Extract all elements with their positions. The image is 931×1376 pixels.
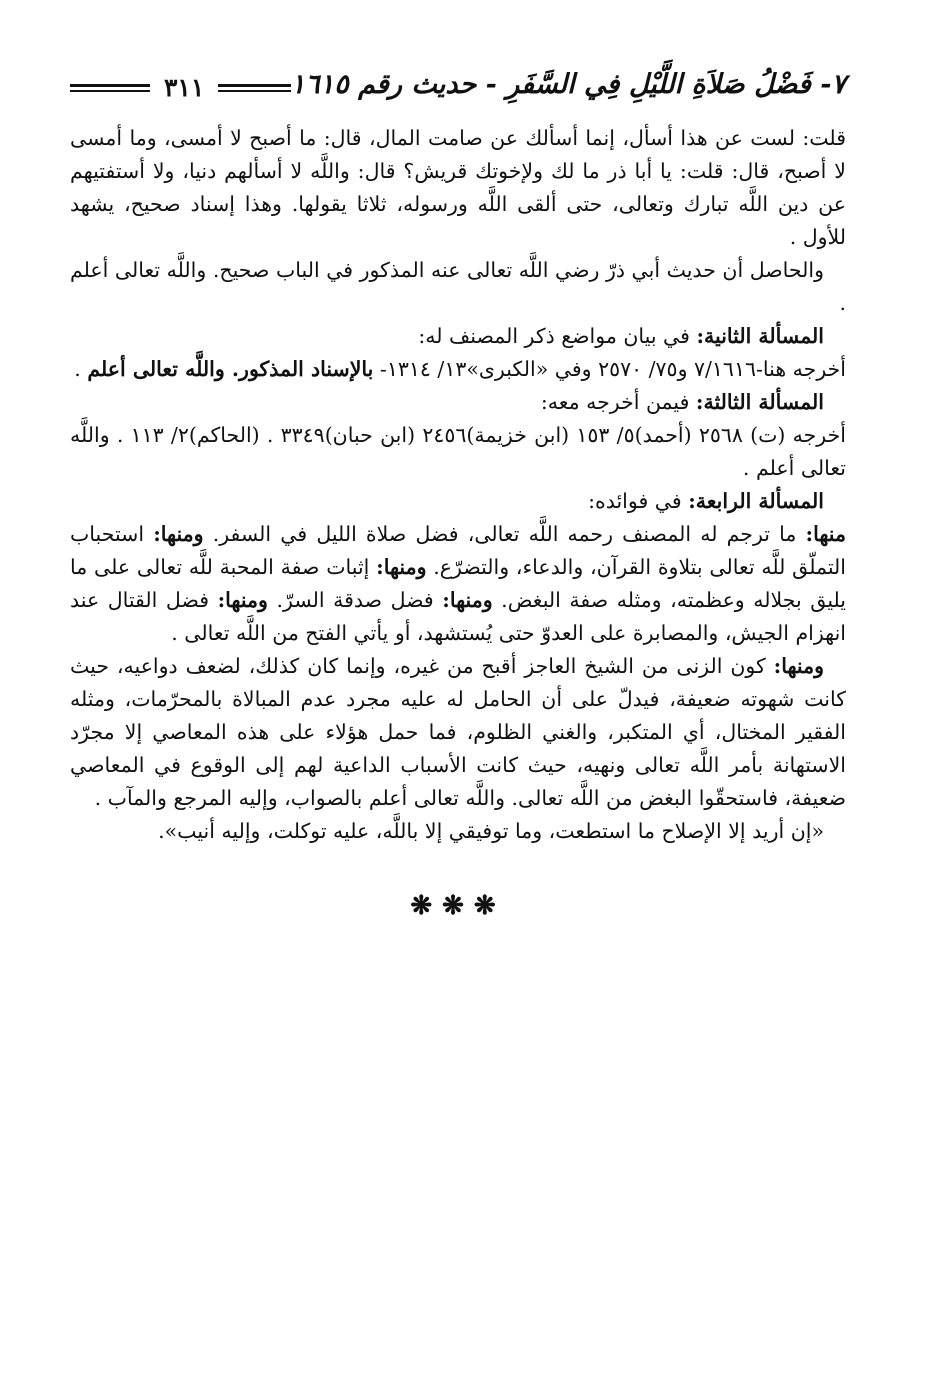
benefit-text-3: إثبات صفة المحبة للَّه تعالى على ما يليق بجلاله وعظمته، ومثله صفة البغض. — [70, 555, 846, 612]
page-body — [70, 122, 846, 923]
benefit-label-2: ومنها: — [153, 522, 204, 546]
benefit-text-6: كون الزنى من الشيخ العاجز أقبح من غيره، وإنما كان كذلك، لضعف دواعيه، حيث كانت شهوته ضعيفة، فيدلّ على أن الحامل له عليه مجرد عدم المبالاة بالمحرّمات، ومثله الفقير المختال، أي المتكبر، والغني الظلوم، فما حمل هؤلاء على هذه المعاصي إلا مجرّد الاستهانة بأمر اللَّه تعالى ونهيه، حيث كانت الأسباب الداعية لهم إلى الوقوع في المعاصي ضعيفة، فاستحقّوا البغض من اللَّه تعالى. واللَّه تعالى أعلم بالصواب، وإليه المرجع والمآب . — [70, 654, 846, 810]
paragraph-2: والحاصل أن حديث أبي ذرّ رضي اللَّه تعالى عنه المذكور في الباب صحيح. واللَّه تعالى أعلم . — [70, 258, 846, 315]
header-rule-line-short — [70, 84, 150, 92]
benefit-label-1: منها: — [805, 522, 846, 546]
issue-2-refs: أخرجه هنا-٧/١٦١٦ و٧٥/ ٢٥٧٠ وفي «الكبرى»١٣/ ١٣١٤- — [373, 357, 846, 381]
benefits-paragraph-2 — [70, 650, 846, 815]
issue-3-title: فيمن أخرجه معه: — [540, 390, 696, 414]
section-end-stars: ❋❋❋ — [410, 891, 506, 921]
paragraph-1: قلت: لست عن هذا أسأل، إنما أسألك عن صامت المال، قال: ما أصبح لا أمسى، وما أمسى لا أصبح، قال: قلت: يا أبا ذر ما لك ولإخوتك قريش؟ قال: واللَّه لا أسألهم دنيا، ولا أستفتيهم عن دين اللَّه تبارك وتعالى، حتى ألقى اللَّه ورسوله، ثلاثا يقولها. وهذا إسناد صحيح، يشهد للأول . — [70, 126, 846, 249]
issue-4-heading — [70, 485, 846, 518]
page-number: ٣١١ — [164, 73, 205, 102]
benefit-text-4: فضل صدقة السرّ. — [267, 588, 443, 612]
issue-2-label: المسألة الثانية: — [696, 324, 824, 348]
issue-3-heading — [70, 386, 846, 419]
issue-2-refs-end: . — [74, 357, 88, 381]
header-rule-line — [218, 84, 290, 92]
benefits-paragraph — [70, 518, 846, 650]
issue-4-title: في فوائده: — [588, 489, 689, 513]
book-page — [70, 58, 846, 923]
benefit-label-5: ومنها: — [217, 588, 268, 612]
issue-2-heading — [70, 320, 846, 353]
issue-2-body — [70, 353, 846, 386]
issue-4-label: المسألة الرابعة: — [688, 489, 824, 513]
chapter-title: ٧- فَضْلُ صَلاَةِ اللَّيْلِ فِي السَّفَرِ - حديث رقم ١٦١٥ — [290, 69, 846, 100]
closing-quote: «إن أريد إلا الإصلاح ما استطعت، وما توفيقي إلا باللَّه، عليه توكلت، وإليه أنيب». — [158, 819, 824, 843]
issue-2-refs-bold: بالإسناد المذكور. واللَّه تعالى أعلم — [87, 357, 374, 381]
benefit-label-3: ومنها: — [376, 555, 427, 579]
benefit-text-5: فضل القتال عند انهزام الجيش، والمصابرة على العدوّ حتى يُستشهد، أو يأتي الفتح من اللَّه تعالى . — [70, 588, 846, 645]
issue-3-body: أخرجه (ت) ٢٥٦٨ (أحمد)٥/ ١٥٣ (ابن خزيمة)٢٤٥٦ (ابن حبان)٣٣٤٩ . (الحاكم)٢/ ١١٣ . واللَّه تعالى أعلم . — [70, 423, 846, 480]
header-rule — [70, 75, 291, 102]
benefit-text-2: استحباب التملّق للَّه تعالى بتلاوة القرآن، والدعاء، والتضرّع. — [70, 522, 846, 579]
issue-3-label: المسألة الثالثة: — [695, 390, 824, 414]
running-header — [70, 58, 846, 102]
issue-2-title: في بيان مواضع ذكر المصنف له: — [418, 324, 697, 348]
benefit-label-6: ومنها: — [773, 654, 824, 678]
benefit-text-1: ما ترجم له المصنف رحمه اللَّه تعالى، فضل صلاة الليل في السفر. — [203, 522, 806, 546]
benefit-label-4: ومنها: — [442, 588, 493, 612]
